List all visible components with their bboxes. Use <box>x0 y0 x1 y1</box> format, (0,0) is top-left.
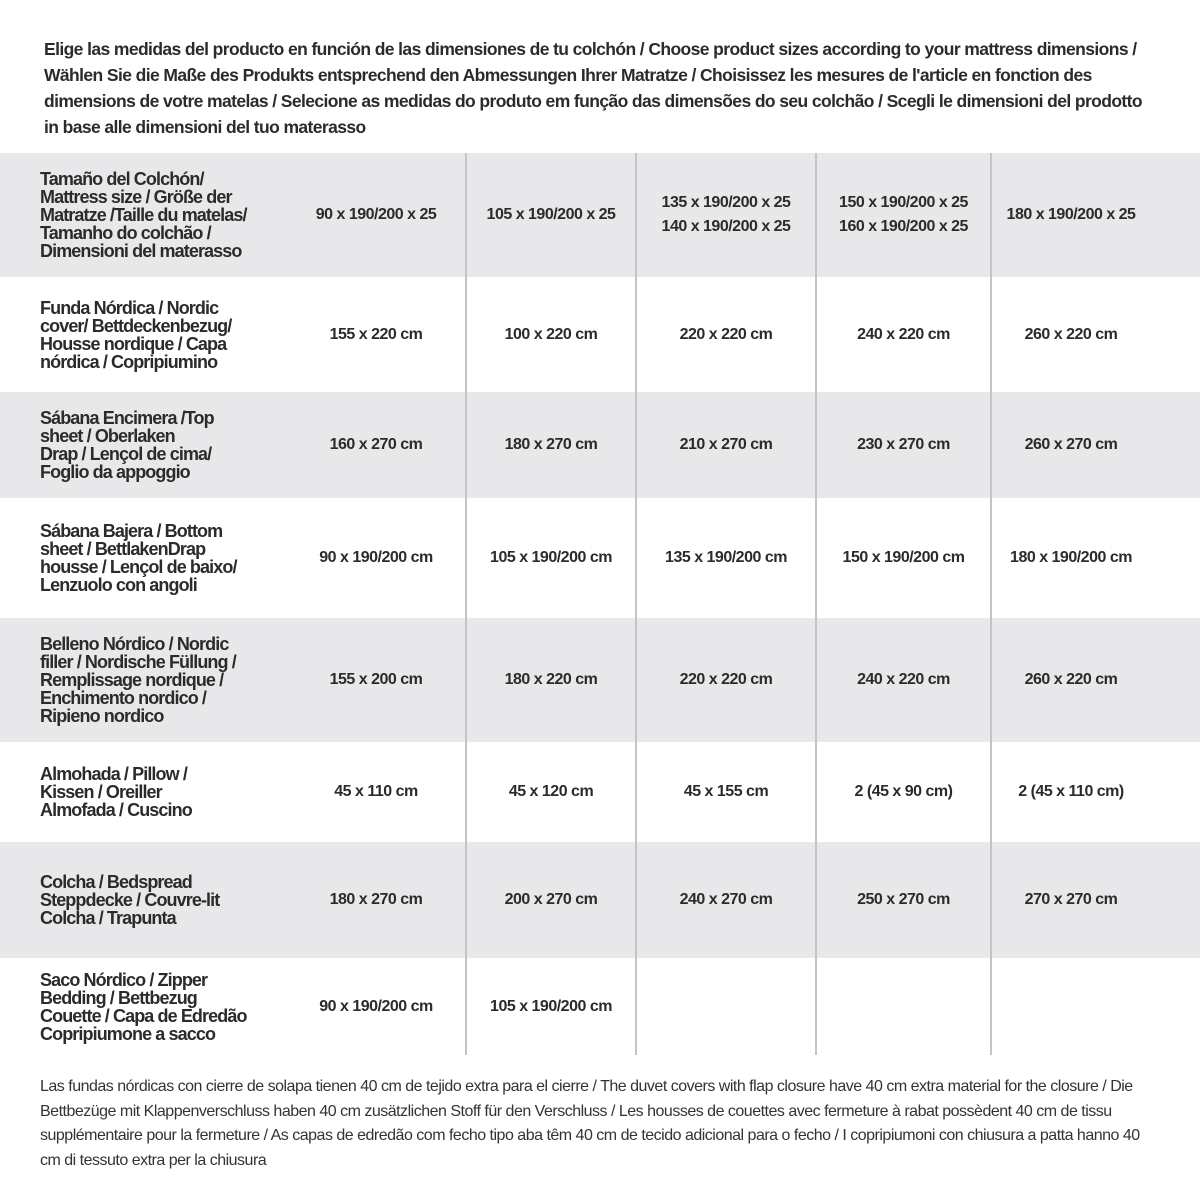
cell-value: 220 x 220 cm <box>679 325 773 343</box>
table-cell <box>295 958 457 1055</box>
cell-value: 105 x 190/200 cm <box>490 549 612 566</box>
table-cell <box>991 618 1151 742</box>
table-row <box>0 498 1200 618</box>
table-cell <box>466 392 636 498</box>
cell-value: 2 (45 x 90 cm) <box>854 783 953 800</box>
row-label-line: Colcha / Trapunta <box>40 908 176 928</box>
cell-value: 155 x 200 cm <box>329 671 423 688</box>
table-cell <box>295 153 457 277</box>
cell-value: 105 x 190/200 cm <box>490 997 612 1015</box>
row-label <box>40 392 300 498</box>
row-label-line: Tamaño del Colchón/ <box>40 169 204 189</box>
table-cell <box>636 842 816 958</box>
table-cell <box>295 498 457 618</box>
cell-value: 260 x 220 cm <box>1024 671 1118 688</box>
intro-text: Elige las medidas del producto en función de las dimensiones de tu colchón / Choose product sizes according to your mattress dimensions / Wählen Sie die Maße des Produkts entsprechend den Abmessungen Ihrer Matratze / Choisissez les mesures de l'article en fonction des dimensions de votre matelas / Selecione as medidas do produto em função das dimensões do seu colchão / Scegli le dimensioni del prodotto in base alle dimensioni del tuo materasso <box>44 39 1142 137</box>
cell-value: 180 x 270 cm <box>504 436 598 453</box>
table-row <box>0 742 1200 842</box>
column-divider <box>465 153 467 1055</box>
row-label <box>40 618 300 742</box>
row-label-line: Drap / Lençol de cima/ <box>40 444 212 464</box>
table-cell <box>295 392 457 498</box>
table-cell <box>816 958 991 1055</box>
row-label-line: Ripieno nordico <box>40 706 164 726</box>
row-label-line: Funda Nórdica / Nordic <box>40 297 219 318</box>
row-label <box>40 277 300 392</box>
table-row <box>0 392 1200 498</box>
table-cell <box>466 958 636 1055</box>
row-label-line: sheet / Oberlaken <box>40 426 175 446</box>
cell-value: 45 x 155 cm <box>683 783 769 800</box>
cell-value: 210 x 270 cm <box>679 436 773 453</box>
table-cell <box>466 842 636 958</box>
row-label-line: Matratze /Taille du matelas/ <box>40 205 247 225</box>
row-label <box>40 742 300 842</box>
table-cell <box>991 153 1151 277</box>
cell-value: 180 x 220 cm <box>504 671 598 688</box>
table-cell <box>466 498 636 618</box>
table-cell <box>466 153 636 277</box>
row-label-line: Colcha / Bedspread <box>40 872 192 892</box>
row-label-line: Remplissage nordique / <box>40 670 224 690</box>
footnote: Las fundas nórdicas con cierre de solapa tienen 40 cm de tejido extra para el cierre / The duvet covers with flap closure have 40 cm extra material for the closure / Die Bettbezüge mit Klappenverschluss haben 40 cm zusätzlichen Stoff für den Verschluss / Les housses de couettes avec fermeture à rabat possèdent 40 cm de tissu supplémentaire pour la fermeture / As capas de edredão com fecho tipo aba têm 40 cm de tecido adicional para o fecho / I copripiumoni con chiusura a patta hanno 40 cm di tessuto extra per la chiusura <box>40 1078 1140 1169</box>
table-row <box>0 958 1200 1055</box>
cell-value: 250 x 270 cm <box>857 891 950 908</box>
cell-value: 240 x 220 cm <box>857 671 950 688</box>
table-row <box>0 618 1200 742</box>
row-label <box>40 842 300 958</box>
cell-value: 155 x 220 cm <box>329 325 423 343</box>
row-label-line: nórdica / Copripiumino <box>40 351 218 372</box>
row-label-line: Kissen / Oreiller <box>40 782 162 802</box>
table-cell <box>816 842 991 958</box>
row-label-line: Bedding / Bettbezug <box>40 987 197 1008</box>
cell-value: 260 x 220 cm <box>1024 325 1118 343</box>
table-cell <box>636 958 816 1055</box>
cell-value: 45 x 110 cm <box>334 783 418 800</box>
table-cell <box>816 618 991 742</box>
table-cell <box>816 392 991 498</box>
cell-value: 160 x 190/200 x 25 <box>839 218 968 235</box>
cell-value: 220 x 220 cm <box>679 671 773 688</box>
table-cell <box>991 277 1151 392</box>
row-label-line: Couette / Capa de Edredão <box>40 1005 247 1026</box>
cell-value: 2 (45 x 110 cm) <box>1018 783 1124 800</box>
table-row <box>0 277 1200 392</box>
row-label-line: Almohada / Pillow / <box>40 764 187 784</box>
row-label-line: Foglio da appoggio <box>40 462 190 482</box>
cell-value: 180 x 270 cm <box>329 891 423 908</box>
row-label-line: Sábana Encimera /Top <box>40 408 214 428</box>
row-label-line: Steppdecke / Couvre-lit <box>40 890 220 910</box>
row-label <box>40 958 300 1055</box>
table-cell <box>636 498 816 618</box>
row-label-line: Enchimento nordico / <box>40 688 207 708</box>
table-cell <box>816 498 991 618</box>
row-label-line: Lenzuolo con angoli <box>40 575 197 595</box>
column-divider <box>990 153 992 1055</box>
cell-value: 45 x 120 cm <box>508 783 594 800</box>
row-label-line: Copripiumone a sacco <box>40 1023 216 1044</box>
table-cell <box>636 618 816 742</box>
cell-value: 200 x 270 cm <box>504 891 598 908</box>
row-label <box>40 153 300 277</box>
row-label-line: Mattress size / Größe der <box>40 187 232 207</box>
row-label-line: Sábana Bajera / Bottom <box>40 521 223 541</box>
cell-value: 90 x 190/200 x 25 <box>315 206 437 223</box>
table-cell <box>636 742 816 842</box>
table-cell <box>295 618 457 742</box>
table-row <box>0 842 1200 958</box>
table-cell <box>816 742 991 842</box>
cell-value: 135 x 190/200 cm <box>665 549 787 566</box>
row-label <box>40 498 300 618</box>
table-cell <box>295 277 457 392</box>
row-label-line: housse / Lençol de baixo/ <box>40 557 237 577</box>
row-label-line: Housse nordique / Capa <box>40 333 227 354</box>
row-label-line: sheet / BettlakenDrap <box>40 539 206 559</box>
cell-value: 100 x 220 cm <box>504 325 598 343</box>
table-cell <box>466 277 636 392</box>
table-cell <box>991 498 1151 618</box>
table-cell <box>816 277 991 392</box>
table-cell <box>991 742 1151 842</box>
row-label-line: Dimensioni del materasso <box>40 241 242 261</box>
cell-value: 105 x 190/200 x 25 <box>486 206 616 223</box>
column-divider <box>635 153 637 1055</box>
row-label-line: cover/ Bettdeckenbezug/ <box>40 315 232 336</box>
cell-value: 240 x 220 cm <box>857 325 950 343</box>
row-label-line: Saco Nórdico / Zipper <box>40 969 208 990</box>
table-cell <box>466 618 636 742</box>
cell-value: 260 x 270 cm <box>1024 436 1118 453</box>
cell-value: 90 x 190/200 cm <box>319 549 433 566</box>
cell-value: 150 x 190/200 cm <box>842 549 965 566</box>
cell-value: 270 x 270 cm <box>1024 891 1118 908</box>
column-divider <box>815 153 817 1055</box>
row-label-line: Almofada / Cuscino <box>40 800 192 820</box>
table-cell <box>991 958 1151 1055</box>
cell-value: 140 x 190/200 x 25 <box>661 218 791 235</box>
cell-value: 90 x 190/200 cm <box>319 997 433 1015</box>
table-cell <box>636 153 816 277</box>
cell-value: 160 x 270 cm <box>329 436 423 453</box>
cell-value: 150 x 190/200 x 25 <box>839 194 968 211</box>
cell-value: 135 x 190/200 x 25 <box>661 194 791 211</box>
table-cell <box>991 842 1151 958</box>
table-row <box>0 153 1200 277</box>
table-cell <box>636 277 816 392</box>
row-label-line: Tamanho do colchão / <box>40 223 211 243</box>
cell-value: 180 x 190/200 x 25 <box>1006 206 1136 223</box>
table-cell <box>816 153 991 277</box>
cell-value: 180 x 190/200 cm <box>1010 549 1132 566</box>
table-cell <box>991 392 1151 498</box>
table-cell <box>295 842 457 958</box>
row-label-line: filler / Nordische Füllung / <box>40 652 236 672</box>
row-label-line: Belleno Nórdico / Nordic <box>40 634 229 654</box>
cell-value: 230 x 270 cm <box>857 436 950 453</box>
table-cell <box>295 742 457 842</box>
cell-value: 240 x 270 cm <box>679 891 773 908</box>
table-cell <box>636 392 816 498</box>
table-cell <box>466 742 636 842</box>
